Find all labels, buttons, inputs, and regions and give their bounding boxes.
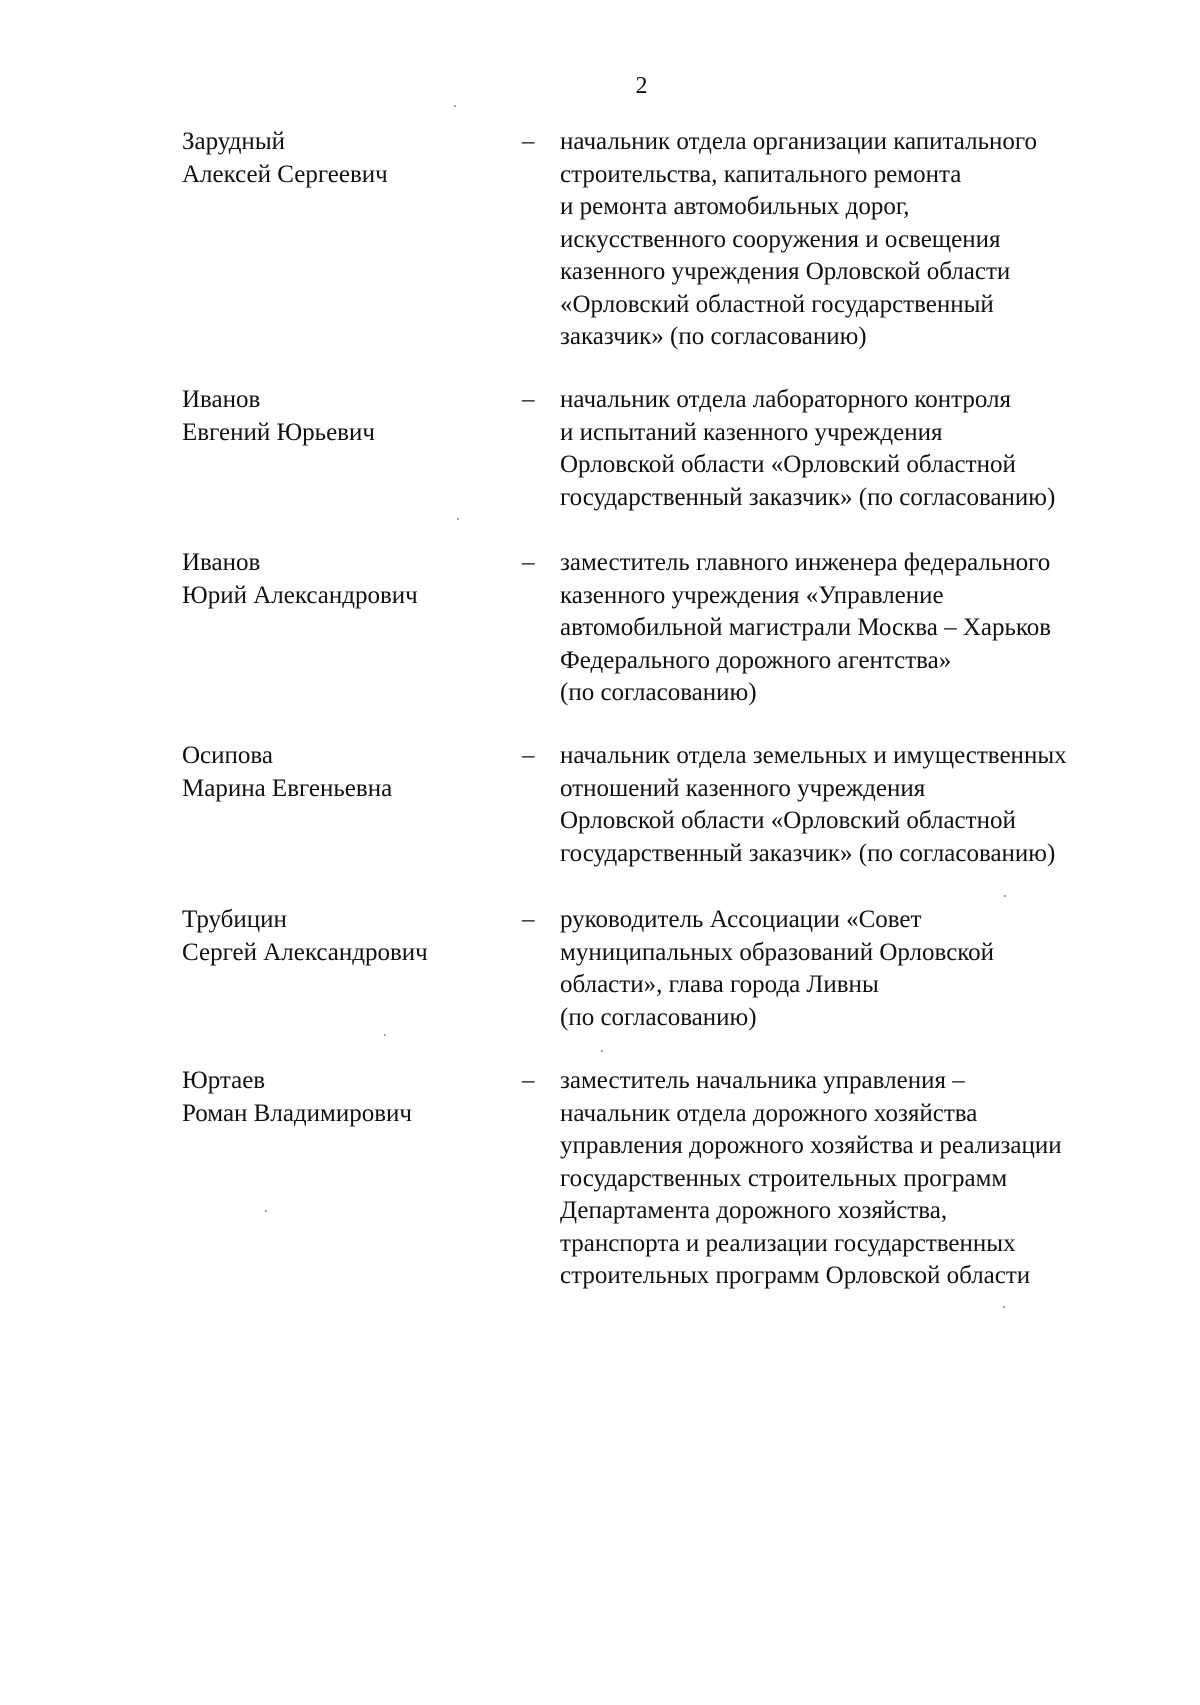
member-surname: Осипова (182, 742, 273, 769)
position-line: заказчик» (по согласованию) (560, 323, 867, 350)
member-name (182, 547, 502, 612)
member-given-names: Марина Евгеньевна (182, 774, 393, 802)
member-given-names: Роман Владимирович (182, 1099, 412, 1127)
position-line: руководитель Ассоциации «Совет (560, 906, 922, 933)
position-line: Орловской области «Орловский областной (560, 807, 1016, 834)
position-line: «Орловский областной государственный (560, 290, 994, 318)
member-name (182, 384, 502, 449)
position-line: строительства, капитального ремонта (560, 160, 962, 188)
position-line: управления дорожного хозяйства и реализации (560, 1132, 1062, 1159)
position-line: государственный заказчик» (по согласованию) (560, 483, 1056, 511)
position-line: начальник отдела организации капитального (560, 128, 1037, 155)
scan-speck (265, 1210, 267, 1212)
position-line: заместитель начальника управления – (560, 1067, 965, 1094)
position-line: казенного учреждения Орловской области (560, 258, 1011, 285)
dash-separator: – (522, 549, 535, 576)
scan-speck (601, 1050, 603, 1052)
dash-separator: – (522, 386, 535, 413)
member-given-names: Евгений Юрьевич (182, 418, 375, 446)
member-name (182, 740, 502, 805)
position-line: начальник отдела дорожного хозяйства (560, 1099, 978, 1127)
position-line: автомобильной магистрали Москва – Харьков (560, 614, 1052, 641)
position-line: начальник отдела земельных и имущественных (560, 742, 1067, 769)
position-line: отношений казенного учреждения (560, 774, 926, 802)
position-line: области», глава города Ливны (560, 971, 879, 998)
member-surname: Юртаев (182, 1067, 266, 1094)
position-line: транспорта и реализации государственных (560, 1229, 1016, 1257)
member-given-names: Алексей Сергеевич (182, 160, 388, 188)
member-surname: Иванов (182, 549, 261, 576)
position-line: и испытаний казенного учреждения (560, 418, 943, 446)
member-position (560, 384, 1142, 514)
member-name (182, 1065, 502, 1130)
position-line: (по согласованию) (560, 1003, 757, 1031)
position-line: Орловской области «Орловский областной (560, 451, 1016, 478)
member-given-names: Сергей Александрович (182, 938, 428, 966)
member-position (560, 126, 1142, 354)
scan-speck (1004, 895, 1006, 897)
member-given-names: Юрий Александрович (182, 581, 418, 609)
scan-speck (457, 518, 459, 520)
member-position (560, 740, 1142, 870)
position-line: (по согласованию) (560, 679, 757, 706)
dash-separator: – (522, 906, 535, 933)
position-line: начальник отдела лабораторного контроля (560, 386, 1012, 413)
dash-separator: – (522, 128, 535, 155)
member-position (560, 904, 1142, 1034)
member-surname: Трубицин (182, 906, 287, 933)
position-line: муниципальных образований Орловской (560, 938, 995, 966)
dash-separator: – (522, 742, 535, 769)
position-line: и ремонта автомобильных дорог, (560, 193, 910, 220)
position-line: государственный заказчик» (по согласованию) (560, 839, 1056, 867)
dash-separator: – (522, 1067, 535, 1094)
position-line: казенного учреждения «Управление (560, 581, 944, 609)
scan-speck (384, 1034, 386, 1036)
page-number: 2 (635, 73, 648, 99)
position-line: Федерального дорожного агентства» (560, 646, 952, 674)
member-name (182, 904, 502, 969)
position-line: искусственного сооружения и освещения (560, 225, 1001, 253)
member-surname: Зарудный (182, 128, 285, 155)
position-line: Департамента дорожного хозяйства, (560, 1197, 948, 1224)
scan-speck (454, 105, 456, 107)
member-name (182, 126, 502, 191)
member-position (560, 547, 1142, 710)
position-line: государственных строительных программ (560, 1164, 1008, 1192)
scan-speck (1003, 1306, 1005, 1308)
member-position (560, 1065, 1142, 1293)
position-line: заместитель главного инженера федерального (560, 549, 1051, 576)
position-line: строительных программ Орловской области (560, 1262, 1031, 1289)
member-surname: Иванов (182, 386, 261, 413)
